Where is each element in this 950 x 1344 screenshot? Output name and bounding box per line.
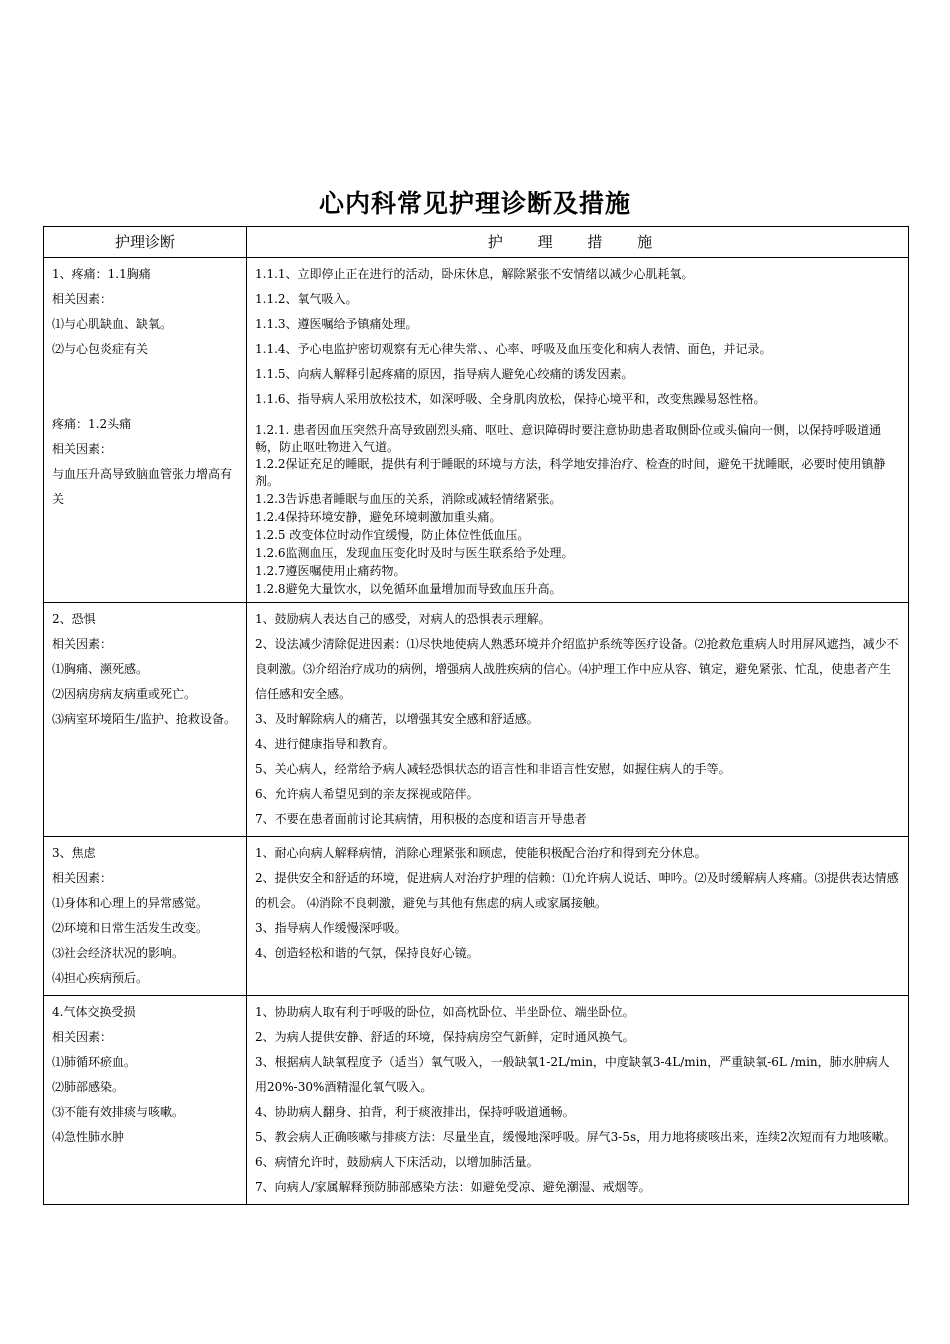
diag-line: ⑷担心疾病预后。 — [52, 971, 149, 985]
measure-item: 7、不要在患者面前讨论其病情，用积极的态度和语言开导患者 — [255, 812, 587, 826]
header-measures: 护 理 措 施 — [247, 227, 909, 258]
measure-item: 3、根据病人缺氧程度予（适当）氧气吸入，一般缺氧1-2L/min，中度缺氧3-4L/min，严重缺氧-6L /min，肺水肿病人用20%-30%酒精湿化氧气吸入。 — [255, 1055, 890, 1094]
diag-line: ⑴肺循环瘀血。 — [52, 1055, 137, 1069]
measure-item: 6、病情允许时，鼓励病人下床活动，以增加肺活量。 — [255, 1155, 539, 1169]
diag-line: ⑴胸痛、濒死感。 — [52, 662, 149, 676]
diag-line: ⑶病室环境陌生/监护、抢救设备。 — [52, 712, 237, 726]
diag-line: 相关因素： — [52, 871, 113, 885]
diagnosis-cell — [44, 603, 247, 837]
table-row — [44, 603, 909, 837]
diag-line: 2、恐惧 — [52, 612, 96, 626]
table-row — [44, 996, 909, 1205]
measure-item: 3、及时解除病人的痛苦，以增强其安全感和舒适感。 — [255, 712, 539, 726]
diagnosis-cell — [44, 258, 247, 603]
diag-line: 相关因素： — [52, 292, 113, 306]
document-title: 心内科常见护理诊断及措施 — [318, 189, 631, 218]
measure-item: 1.2.5 改变体位时动作宜缓慢，防止体位性低血压。 — [255, 528, 530, 542]
diag-line: 3、焦虑 — [52, 846, 96, 860]
measure-item: 7、向病人/家属解释预防肺部感染方法：如避免受凉、避免潮湿、戒烟等。 — [255, 1180, 651, 1194]
diag-line: ⑷急性肺水肿 — [52, 1130, 125, 1144]
diag-line: 相关因素： — [52, 442, 113, 456]
measure-item: 1、鼓励病人表达自己的感受，对病人的恐惧表示理解。 — [255, 612, 551, 626]
measure-item: 1、耐心向病人解释病情，消除心理紧张和顾虑，使能积极配合治疗和得到充分休息。 — [255, 846, 707, 860]
diag-line: 与血压升高导致脑血管张力增高有关 — [52, 467, 233, 506]
diag-line: 相关因素： — [52, 637, 113, 651]
measure-item: 1、协助病人取有利于呼吸的卧位，如高枕卧位、半坐卧位、端坐卧位。 — [255, 1005, 635, 1019]
measure-item: 1.1.2、氧气吸入。 — [255, 292, 358, 306]
diag-line: ⑶不能有效排痰与咳嗽。 — [52, 1105, 185, 1119]
measures-cell — [247, 996, 909, 1205]
measures-cell — [247, 603, 909, 837]
diag-line: ⑴身体和心理上的异常感觉。 — [52, 896, 209, 910]
measure-item: 1.2.2保证充足的睡眠，提供有利于睡眠的环境与方法，科学地安排治疗、检查的时间，避免干扰睡眠，必要时使用镇静剂。 — [255, 457, 886, 488]
measure-item: 4、创造轻松和谐的气氛，保持良好心镜。 — [255, 946, 479, 960]
diag-line: ⑵与心包炎症有关 — [52, 342, 149, 356]
table-row — [44, 837, 909, 996]
measure-item: 1.2.8避免大量饮水，以免循环血量增加而导致血压升高。 — [255, 582, 562, 596]
measure-item: 1.2.4保持环境安静，避免环境刺激加重头痛。 — [255, 510, 502, 524]
diag-line: ⑵肺部感染。 — [52, 1080, 125, 1094]
diag-line: 相关因素： — [52, 1030, 113, 1044]
diag-line: 1、疼痛：1.1胸痛 — [52, 267, 151, 281]
diag-line: 4.气体交换受损 — [52, 1005, 136, 1019]
measure-item: 1.1.6、指导病人采用放松技术，如深呼吸、全身肌肉放松，保持心境平和，改变焦躁易怒性格。 — [255, 392, 766, 406]
diagnosis-cell — [44, 837, 247, 996]
measure-item: 2、设法减少清除促进因素：⑴尽快地使病人熟悉环境并介绍监护系统等医疗设备。⑵抢救危重病人时用屏风遮挡，减少不良刺激。⑶介绍治疗成功的病例，增强病人战胜疾病的信心。⑷护理工作中应从容、镇定，避免紧张、忙乱，使患者产生信任感和安全感。 — [255, 637, 899, 701]
measure-item: 1.2.7遵医嘱使用止痛药物。 — [255, 564, 406, 578]
measure-item: 1.1.1、立即停止正在进行的活动，卧床休息，解除紧张不安情绪以减少心肌耗氧。 — [255, 267, 694, 281]
measure-item: 1.2.6监测血压，发现血压变化时及时与医生联系给予处理。 — [255, 546, 574, 560]
diag-line: 疼痛：1.2头痛 — [52, 417, 132, 431]
measure-item: 5、教会病人正确咳嗽与排痰方法：尽量坐直，缓慢地深呼吸。屏气3-5s，用力地将痰咳出来，连续2次短而有力地咳嗽。 — [255, 1130, 896, 1144]
measure-item: 1.1.4、予心电监护密切观察有无心律失常、、心率、呼吸及血压变化和病人表情、面色，并记录。 — [255, 342, 772, 356]
diag-line: ⑴与心肌缺血、缺氧。 — [52, 317, 173, 331]
table-header-row — [44, 227, 909, 258]
nursing-table — [43, 226, 909, 1205]
measure-item: 6、允许病人希望见到的亲友探视或陪伴。 — [255, 787, 479, 801]
measure-item: 2、为病人提供安静、舒适的环境，保持病房空气新鲜，定时通风换气。 — [255, 1030, 635, 1044]
measure-item: 4、进行健康指导和教育。 — [255, 737, 395, 751]
diag-line: ⑵环境和日常生活发生改变。 — [52, 921, 209, 935]
diagnosis-cell — [44, 996, 247, 1205]
diag-line: ⑵因病房病友病重或死亡。 — [52, 687, 197, 701]
measure-item: 1.1.5、向病人解释引起疼痛的原因，指导病人避免心绞痛的诱发因素。 — [255, 367, 634, 381]
table-row — [44, 258, 909, 603]
measure-item: 2、提供安全和舒适的环境，促进病人对治疗护理的信赖：⑴允许病人说话、呻吟。⑵及时缓解病人疼痛。⑶提供表达情感的机会。 ⑷消除不良刺激，避免与其他有焦虑的病人或家属接触。 — [255, 871, 899, 910]
measure-item: 1.2.1. 患者因血压突然升高导致剧烈头痛、呕吐、意识障碍时要注意协助患者取侧卧位或头偏向一侧，以保持呼吸道通畅，防止呕吐物进入气道。 — [255, 423, 882, 454]
measure-item: 1.1.3、遵医嘱给予镇痛处理。 — [255, 317, 418, 331]
measures-cell — [247, 258, 909, 603]
measures-cell — [247, 837, 909, 996]
measure-item: 5、关心病人，经常给予病人减轻恐惧状态的语言性和非语言性安慰，如握住病人的手等。 — [255, 762, 731, 776]
diag-line: ⑶社会经济状况的影响。 — [52, 946, 185, 960]
header-diagnosis: 护理诊断 — [44, 227, 247, 258]
measure-item: 4、协助病人翻身、拍背，利于痰液排出，保持呼吸道通畅。 — [255, 1105, 575, 1119]
measure-item: 1.2.3告诉患者睡眠与血压的关系，消除或减轻情绪紧张。 — [255, 492, 562, 506]
measure-item: 3、指导病人作缓慢深呼吸。 — [255, 921, 407, 935]
